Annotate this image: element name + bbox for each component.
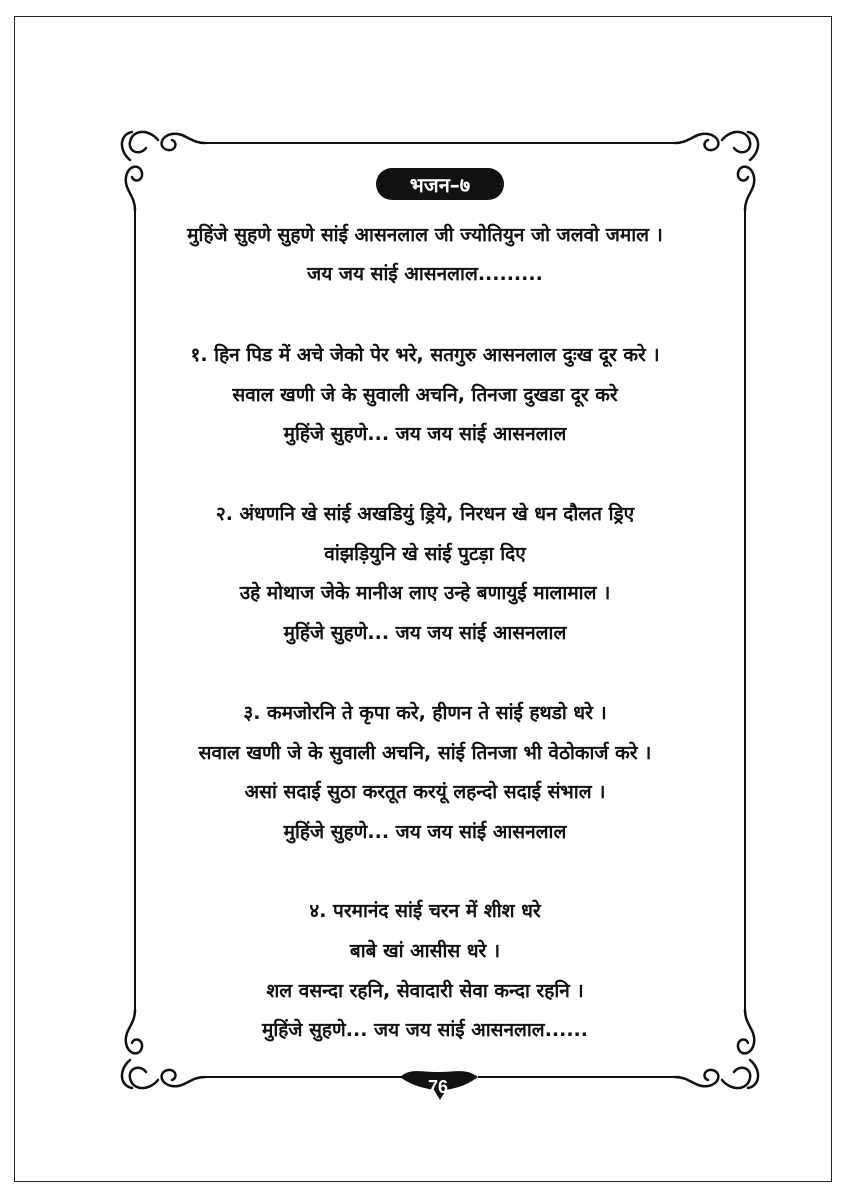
- verse-line: ४. परमानंद सांई चरन में शीश धरे: [309, 900, 541, 922]
- verse-line: शल वसन्दा रहनि, सेवादारी सेवा कन्दा रहनि ।: [266, 980, 584, 1002]
- verse-line: २. अंधणनि खे सांई अखडियुं ड्रिये, निरधन खे धन दौलत ड्रिए: [215, 503, 635, 525]
- verse-line: मुहिंजे सुहणे सुहणे सांई आसनलाल जी ज्योतियुन जो जलवो जमाल ।: [187, 224, 663, 246]
- verse-line: वांझड़ियुनि खे सांई पुटड़ा दिए: [324, 543, 526, 565]
- verse-line: मुहिंजे सुहणे... जय जय सांई आसनलाल: [283, 821, 567, 843]
- bhajan-title: भजन–७: [376, 168, 504, 200]
- page-number: 76: [427, 1076, 449, 1097]
- verse-line: उहे मोथाज जेके मानीअ लाए उन्हे बणायुई मालामाल ।: [239, 582, 611, 604]
- verse-line: १. हिन पिड में अचे जेको पेर भरे, सतगुरु आसनलाल दुःख दूर करे ।: [190, 344, 660, 366]
- verse-line: सवाल खणी जे के सुवाली अचनि, तिनजा दुखडा दूर करे: [232, 384, 618, 406]
- verse-line: जय जय सांई आसनलाल.........: [307, 263, 543, 285]
- corner-ornament-top-right-icon: [675, 132, 758, 210]
- verse-line: ३. कमजोरनि ते कृपा करे, हीणन ते सांई हथडो धरे ।: [243, 702, 607, 724]
- verse-line: सवाल खणी जे के सुवाली अचनि, सांई तिनजा भी वेठोकार्ज करे ।: [198, 742, 652, 764]
- verse-line: मुहिंजे सुहणे... जय जय सांई आसनलाल: [283, 622, 567, 644]
- verse-line: मुहिंजे सुहणे... जय जय सांई आसनलाल......: [262, 1019, 588, 1041]
- verse-line: मुहिंजे सुहणे... जय जय सांई आसनलाल: [283, 423, 567, 445]
- verse-line: असां सदाई सुठा करतूत करयूं लहन्दो सदाई संभाल ।: [244, 781, 606, 803]
- verse-line: बाबे खां आसीस धरे ।: [349, 940, 501, 962]
- corner-ornament-top-left-icon: [122, 132, 205, 210]
